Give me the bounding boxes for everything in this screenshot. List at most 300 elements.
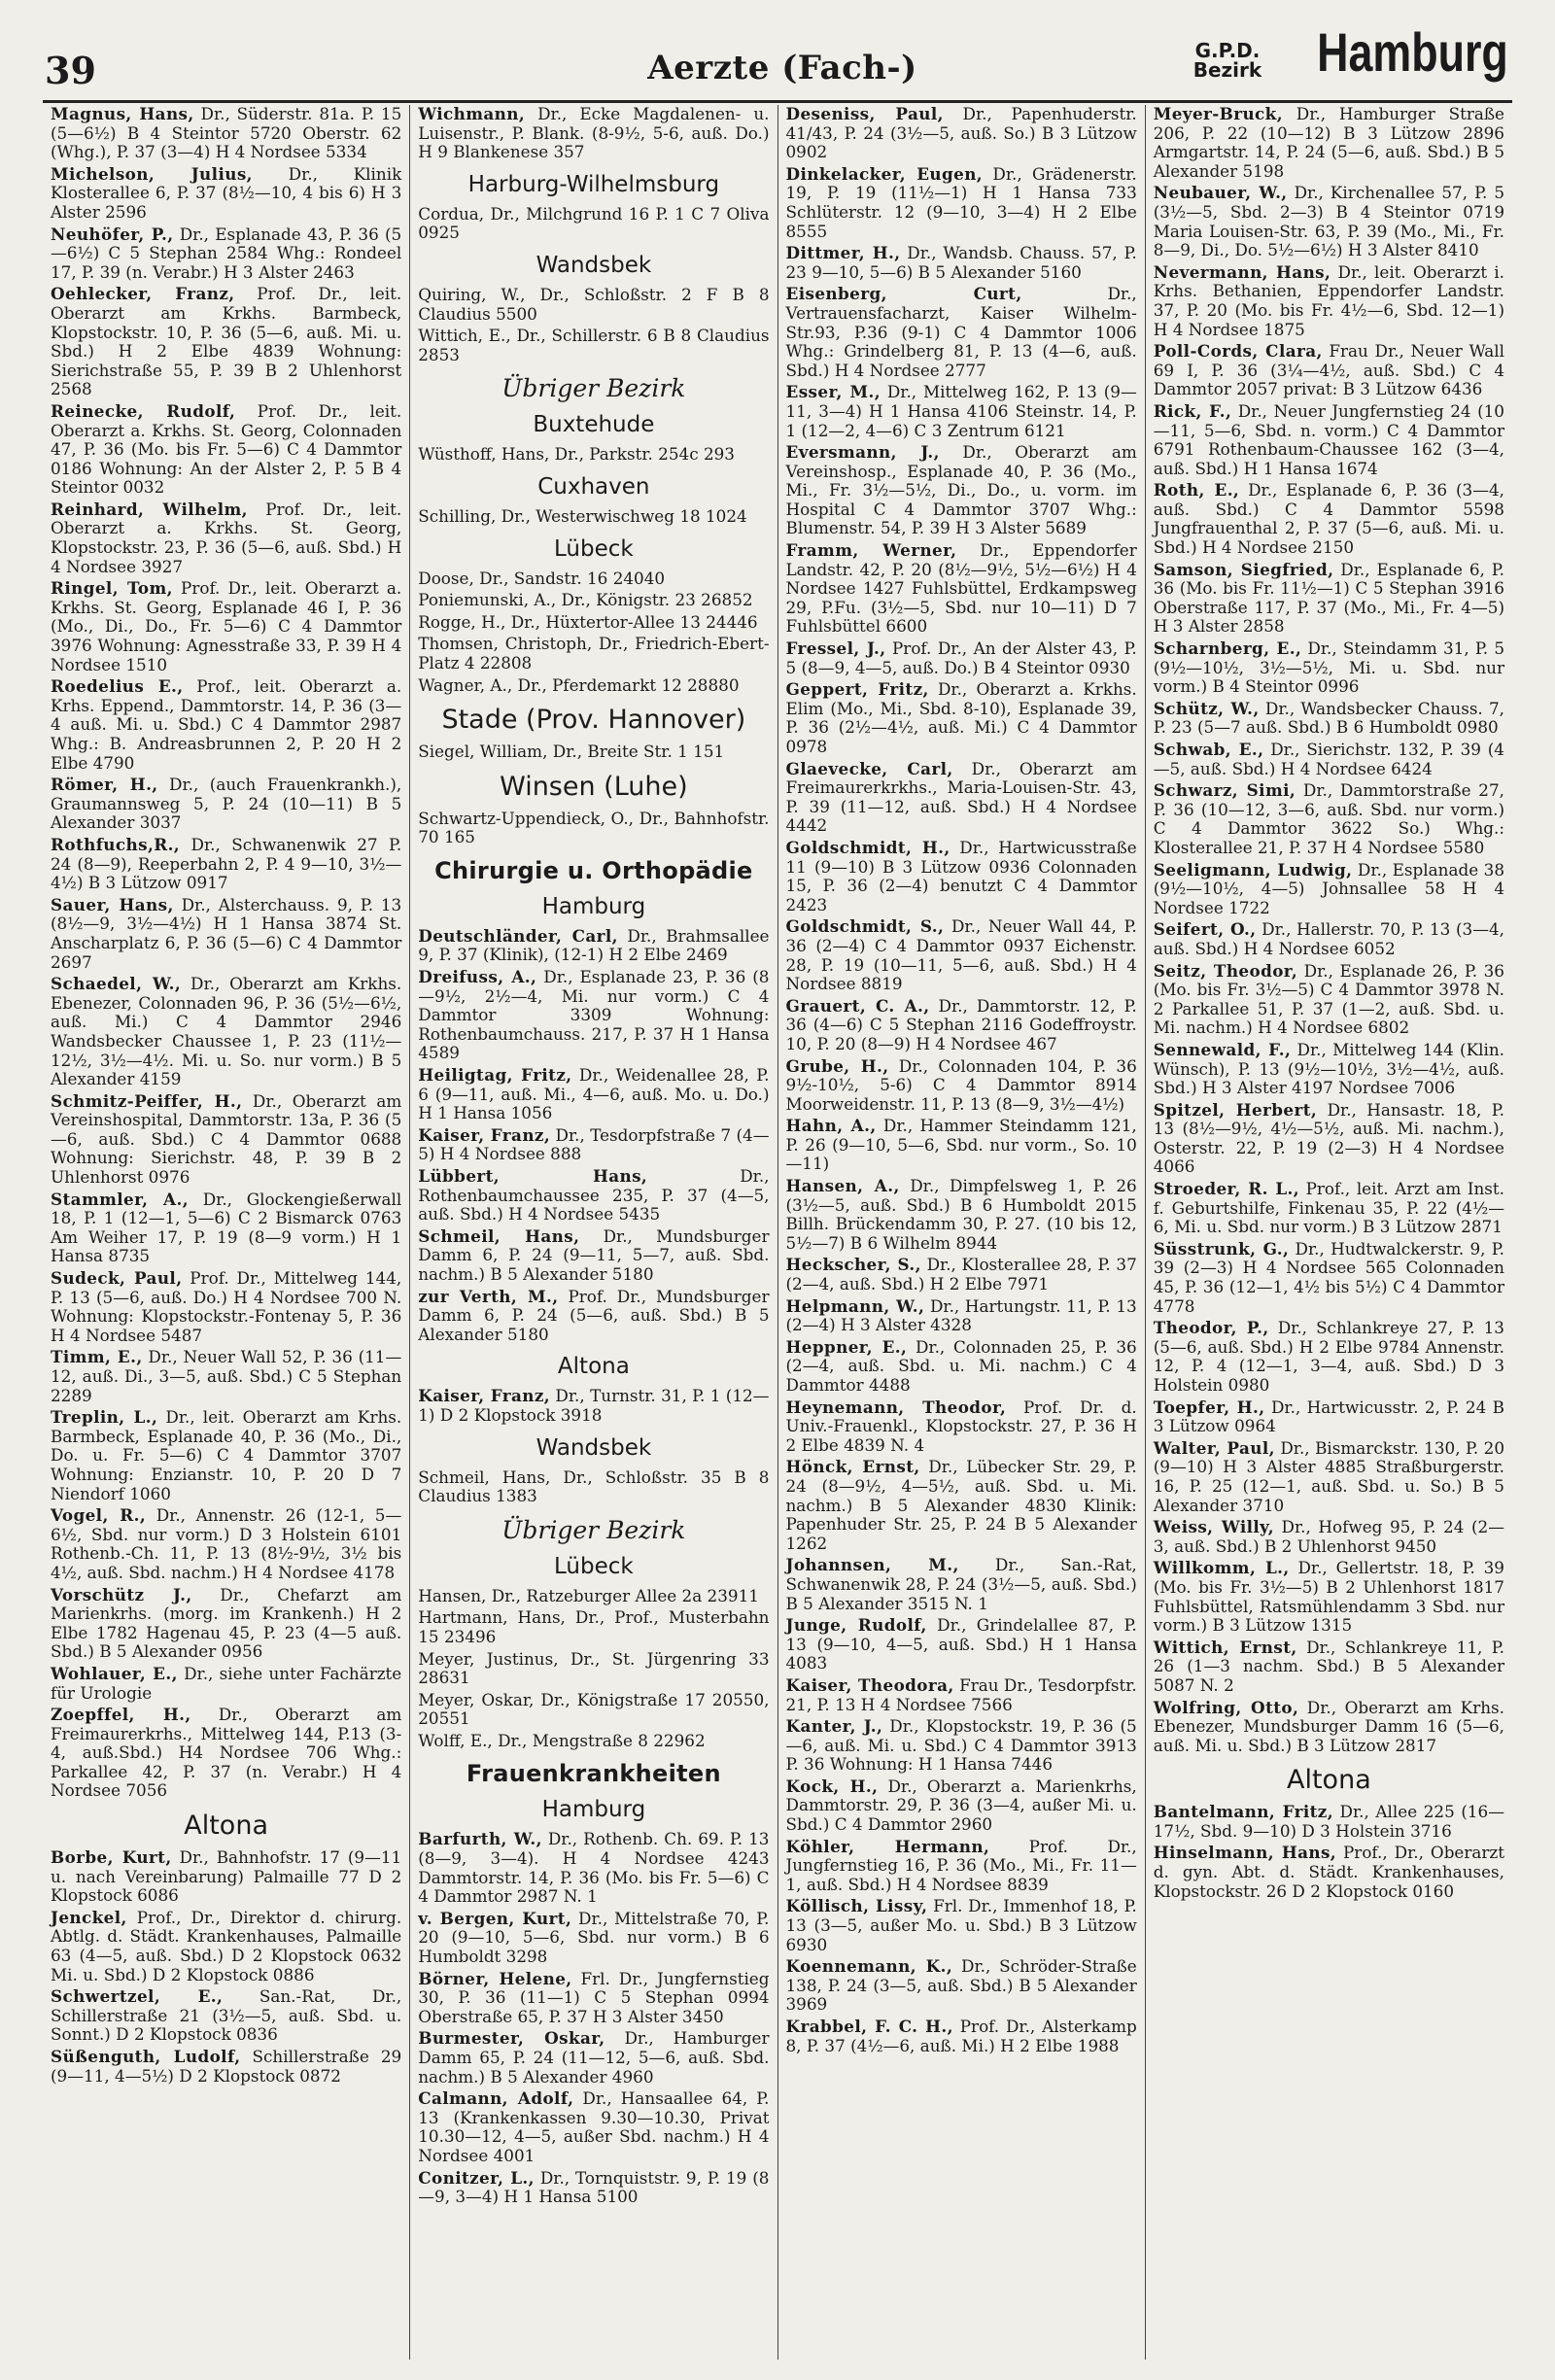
directory-entry [51, 1665, 401, 1703]
entry-details: Schillerstraße 29 (9—11, 4—5½) D 2 Klopstock 0872 [51, 2047, 402, 2086]
entry-name: Grube, H., [785, 1055, 889, 1076]
directory-entry [786, 1777, 1137, 1835]
entry-name: Rothfuchs,R., [51, 834, 181, 854]
directory-entry [51, 1348, 401, 1405]
entry-details: Dr., Glockengießerwall 18, P. 1 (12—1, 5—6) C 2 Bismarck 0763 Am Weiher 17, P. 19 (8—9 vorm.) H 1 Hansa 8735 [51, 1189, 402, 1266]
entry-name: Schütz, W., [1153, 698, 1260, 718]
entry-name: Junge, Rudolf, [785, 1615, 927, 1636]
directory-entry [1154, 402, 1504, 478]
entry-details: Schilling, Dr., Westerwischweg 18 1024 [418, 505, 747, 526]
directory-entry [1154, 1398, 1504, 1436]
entry-name: Börner, Helene, [418, 1968, 572, 1988]
directory-entry [418, 810, 769, 847]
section-heading: Chirurgie u. Orthopädie [434, 856, 753, 884]
entry-name: Heiligtag, Fritz, [418, 1065, 572, 1086]
entry-details: Meyer, Justinus, Dr., St. Jürgenring 33 28631 [418, 1648, 770, 1688]
directory-entry [786, 1957, 1137, 2015]
directory-entry [51, 1506, 401, 1582]
page-header [0, 0, 1555, 97]
entry-details: Dr., Colonnaden 104, P. 36 9½-10½, 5-6) C 4 Dammtor 8914 Moorweidenstr. 11, P. 13 (8—9, 3½—4½) [785, 1055, 1137, 1114]
directory-entry [1154, 639, 1504, 697]
entry-details: Dr., Tesdorpfstraße 7 (4—5) H 4 Nordsee 888 [418, 1124, 770, 1164]
entry-name: Weiss, Willy, [1153, 1517, 1274, 1537]
entry-name: Wohlauer, E., [51, 1663, 178, 1683]
directory-entry [786, 541, 1137, 637]
directory-entry [418, 286, 769, 324]
entry-name: Walter, Paul, [1153, 1437, 1275, 1458]
entry-details: Dr., Grädenerstr. 19, P. 19 (11½—1) H 1 Hansa 733 Schlüterstr. 12 (9—10, 3—4) H 2 Elbe 8555 [785, 163, 1137, 241]
entry-details: Thomsen, Christoph, Dr., Friedrich-Ebert-Platz 4 22808 [418, 634, 770, 673]
district-city: Hamburg [1317, 21, 1508, 83]
directory-entry [418, 569, 769, 589]
entry-name: Neubauer, W., [1153, 183, 1288, 203]
section-heading: Lübeck [554, 1553, 634, 1579]
entry-name: Köhler, Hermann, [785, 1836, 990, 1856]
entry-name: Heppner, E., [785, 1336, 908, 1357]
directory-entry [786, 1838, 1137, 1895]
entry-name: Magnus, Hans, [51, 105, 194, 123]
entry-details: Dr., Hofweg 95, P. 24 (2—3, auß. Sbd.) B 2 Uhlenhorst 9450 [1153, 1517, 1504, 1556]
directory-entry [51, 975, 401, 1089]
directory-entry [418, 968, 769, 1063]
directory-entry [418, 1970, 769, 2027]
entry-details: Dr., Annenstr. 26 (12-1, 5—6½, Sbd. nur vorm.) D 3 Holstein 6101 Rothenb.-Ch. 11, P. 13 (8½-9½, 3½ bis 4½, auß. Sbd. nachm.) H 4 Nordsee 4178 [51, 1505, 402, 1582]
directory-entry [418, 205, 769, 243]
entry-details: Dr., leit. Oberarzt i. Krhs. Bethanien, Eppendorfer Landstr. 37, P. 20 (Mo. bis Fr. 4½—6, Sbd. 12—1) H 4 Nordsee 1875 [1153, 261, 1504, 339]
directory-entry [786, 1616, 1137, 1673]
directory-entry [51, 2048, 401, 2086]
directory-entry [418, 613, 769, 633]
entry-details: Doose, Dr., Sandstr. 16 24040 [418, 568, 666, 588]
directory-entry [1154, 700, 1504, 738]
entry-name: Hahn, A., [785, 1116, 877, 1136]
directory-entry [51, 1092, 401, 1188]
entry-details: Prof., leit. Arzt am Inst. f. Geburtshilfe, Finkenau 35, P. 22 (4½—6, Mi. u. Sbd. nur vorm.) B 3 Lützow 2871 [1153, 1179, 1504, 1237]
entry-name: Reinhard, Wilhelm, [51, 499, 248, 519]
entry-details: Dr., Hartungstr. 11, P. 13 (2—4) H 3 Alster 4328 [785, 1295, 1137, 1335]
directory-entry [1154, 1439, 1504, 1515]
directory-entry [786, 1177, 1137, 1253]
directory-entry [51, 776, 401, 833]
directory-entry [51, 165, 401, 223]
entry-name: v. Bergen, Kurt, [418, 1908, 572, 1928]
entry-details: Dr., Vertrauensfacharzt, Kaiser Wilhelm-Str.93, P.36 (9-1) C 4 Dammtor 1006 Whg.: Grindelberg 81, P. 13 (4—6, auß. Sbd.) H 4 Nordsee 2777 [785, 284, 1137, 380]
entry-details: Prof. Dr., Mundsburger Damm 6, P. 24 (5—6, auß. Sbd.) B 5 Alexander 5180 [418, 1286, 770, 1344]
entry-details: Prof. Dr., Mittelweg 144, P. 13 (5—6, auß. Do.) H 4 Nordsee 700 N. Wohnung: Klopstockstr.-Fontenay 5, P. 36 H 4 Nordsee 5487 [51, 1268, 402, 1345]
entry-details: Dr., Hansastr. 18, P. 13 (8½—9½, 4½—5½, auß. Mi. nachm.), Osterstr. 22, P. 19 (2—3) H 4 Nordsee 4066 [1153, 1099, 1504, 1177]
entry-name: Deseniss, Paul, [785, 105, 944, 123]
entry-name: Eversmann, J., [785, 442, 940, 463]
directory-entry [51, 1586, 401, 1662]
entry-details: Hansen, Dr., Ratzeburger Allee 2a 23911 [418, 1585, 759, 1605]
directory-entry [1154, 1518, 1504, 1556]
entry-name: Stroeder, R. L., [1153, 1179, 1299, 1199]
directory-entry [1154, 1699, 1504, 1756]
entry-name: Römer, H., [51, 775, 158, 795]
directory-entry [418, 635, 769, 673]
section-heading: Lübeck [554, 535, 634, 562]
entry-details: Prof. Dr., An der Alster 43, P. 5 (8—9, 4—5, auß. Do.) B 4 Steintor 0930 [785, 638, 1137, 677]
directory-entry [786, 165, 1137, 241]
entry-name: Esser, M., [785, 382, 881, 402]
section-heading: Wandsbek [536, 252, 652, 278]
entry-name: Johannsen, M., [785, 1555, 959, 1575]
entry-details: Dr., Esplanade 26, P. 36 (Mo. bis Fr. 3½—5) C 4 Dammtor 3978 N. 2 Parkallee 51, P. 37 (1—2, auß. Sbd. u. Mi. nachm.) H 4 Nordsee 6802 [1153, 960, 1504, 1038]
entry-name: Seeligmann, Ludwig, [1153, 859, 1353, 880]
directory-entry [1154, 481, 1504, 557]
entry-name: Framm, Werner, [785, 540, 957, 561]
entry-details: Dr., San.-Rat, Schwanenwik 28, P. 24 (3½—5, auß. Sbd.) B 5 Alexander 3515 N. 1 [785, 1555, 1137, 1613]
directory-entry [786, 443, 1137, 538]
entry-name: Schmeil, Hans, [418, 1225, 580, 1246]
section-heading: Altona [184, 1811, 268, 1842]
entry-details: Dr., Neuer Jungfernstieg 24 (10—11, 5—6, Sbd. n. vorm.) C 4 Dammtor 6791 Rothenbaum-Chaussee 162 (3—4, auß. Sbd.) H 1 Hansa 1674 [1153, 400, 1504, 478]
directory-entry [418, 507, 769, 527]
entry-details: Dr., Esplanade 38 (9½—10½, 4—5) Johnsallee 58 H 4 Nordsee 1722 [1153, 859, 1504, 917]
directory-columns [43, 105, 1512, 2360]
column-4 [1146, 105, 1512, 2360]
entry-name: Michelson, Julius, [51, 163, 253, 184]
directory-entry [1154, 1041, 1504, 1098]
section-heading: Frauenkrankheiten [466, 1760, 721, 1788]
entry-details: Dr., Allee 225 (16—17½, Sbd. 9—10) D 3 Holstein 3716 [1153, 1802, 1505, 1841]
directory-entry [418, 742, 769, 762]
entry-details: Dr., Schlankreye 27, P. 13 (5—6, auß. Sbd.) H 2 Elbe 9784 Annenstr. 12, P. 4 (12—1, 3—4, auß. Sbd.) D 3 Holstein 0980 [1153, 1318, 1504, 1395]
entry-name: Dreifuss, A., [418, 967, 537, 987]
entry-name: Hinselmann, Hans, [1153, 1843, 1337, 1863]
entry-details: Rogge, H., Dr., Hüxtertor-Allee 13 24446 [418, 611, 758, 632]
entry-name: Schwarz, Simi, [1153, 780, 1296, 801]
entry-details: Dr., leit. Oberarzt am Krhs. Barmbeck, Esplanade 40, P. 36 (Mo., Di., Do. u. Fr. 5—6) C 4 Dammtor 3707 Wohnung: Enzianstr. 10, P. 20 D 7 Niendorf 1060 [51, 1407, 402, 1503]
entry-details: Dr., Klosterallee 28, P. 37 (2—4, auß. Sbd.) H 2 Elbe 7971 [785, 1255, 1137, 1294]
directory-entry [51, 105, 401, 162]
entry-details: Dr., (auch Frauenkrankh.), Graumannsweg 5, P. 24 (10—11) B 5 Alexander 3037 [51, 775, 402, 833]
directory-entry [51, 1848, 401, 1906]
entry-name: Scharnberg, E., [1153, 638, 1302, 659]
entry-details: Dr., Hammer Steindamm 121, P. 26 (9—10, 5—6, Sbd. nur vorm., So. 10—11) [785, 1116, 1137, 1174]
directory-entry [786, 1057, 1137, 1115]
directory-entry [51, 1190, 401, 1266]
entry-details: Dr., Weidenallee 28, P. 6 (9—11, auß. Mi., 4—6, auß. Mo. u. Do.) H 1 Hansa 1056 [418, 1065, 770, 1123]
entry-details: Frl. Dr., Immenhof 18, P. 13 (3—5, außer Mo. u. Sbd.) B 3 Lützow 6930 [785, 1896, 1137, 1954]
entry-name: Spitzel, Herbert, [1153, 1099, 1318, 1120]
entry-details: Dr., Esplanade 23, P. 36 (8—9½, 2½—4, Mi. nur vorm.) C 4 Dammtor 3309 Wohnung: Rothenbaumchauss. 217, P. 37 H 1 Hansa 4589 [418, 967, 770, 1063]
entry-details: Dr., Ecke Magdalenen- u. Luisenstr., P. Blank. (8-9½, 5-6, auß. Do.) H 9 Blankenese 357 [418, 105, 770, 162]
section-heading: Buxtehude [533, 412, 655, 438]
directory-entry [418, 1227, 769, 1285]
district-sub: Bezirk [1192, 58, 1262, 82]
entry-details: Dr., Mittelweg 162, P. 13 (9—11, 3—4) H 1 Hansa 4106 Steinstr. 14, P. 1 (12—2, 4—6) C 3 Zentrum 6121 [785, 382, 1137, 440]
directory-entry [786, 680, 1137, 756]
entry-details: Dr., Bismarckstr. 130, P. 20 (9—10) H 3 Alster 4885 Straßburgerstr. 16, P. 25 (12—1, auß. Sbd. u. So.) B 5 Alexander 3710 [1153, 1437, 1504, 1515]
entry-details: Dr., Colonnaden 25, P. 36 (2—4, auß. Sbd. u. Mi. nachm.) C 4 Dammtor 4488 [785, 1336, 1137, 1395]
entry-name: Sudeck, Paul, [51, 1268, 183, 1289]
entry-details: Prof. Dr. d. Univ.-Frauenkl., Klopstockstr. 27, P. 36 H 2 Elbe 4839 N. 4 [785, 1397, 1137, 1455]
entry-details: Dr., Rothenb. Ch. 69. P. 13 (8—9, 3—4). H 4 Nordsee 4243 Dammtorstr. 14, P. 36 (Mo. bis Fr. 5—6) C 4 Dammtor 2987 N. 1 [418, 1829, 770, 1907]
entry-name: Toepfer, H., [1153, 1397, 1265, 1417]
directory-entry [786, 244, 1137, 282]
directory-entry [418, 1468, 769, 1506]
entry-details: Dr., Klopstockstr. 19, P. 36 (5—6, auß. Mi. u. Sbd.) C 4 Dammtor 3913 P. 36 Wohnung: H 1 Hansa 7446 [785, 1716, 1137, 1775]
entry-details: Siegel, William, Dr., Breite Str. 1 151 [418, 742, 725, 762]
entry-details: Dr., Oberarzt a. Krkhs. Elim (Mo., Mi., Sbd. 8-10), Esplanade 39, P. 36 (2½—4½, auß. Mi.) C 4 Dammtor 0978 [785, 679, 1137, 756]
entry-name: Theodor, P., [1153, 1318, 1269, 1338]
section-heading: Winsen (Luhe) [500, 771, 688, 802]
entry-details: Dr., Klinik Klosterallee 6, P. 37 (8½—10, 4 bis 6) H 3 Alster 2596 [51, 163, 402, 222]
entry-name: Süßenguth, Ludolf, [51, 2047, 241, 2066]
directory-entry [418, 927, 769, 965]
entry-details: Frau Dr., Tesdorpfstr. 21, P. 13 H 4 Nordsee 7566 [785, 1674, 1137, 1714]
entry-details: Prof., Dr., Oberarzt d. gyn. Abt. d. Städt. Krankenhauses, Klopstockstr. 26 D 2 Klopstock 0160 [1153, 1843, 1504, 1901]
entry-name: Schaedel, W., [51, 974, 182, 994]
directory-entry [1154, 184, 1504, 259]
directory-entry [418, 2169, 769, 2207]
section-heading: Hamburg [541, 1797, 646, 1823]
entry-name: Nevermann, Hans, [1153, 261, 1331, 282]
section-heading: Stade (Prov. Hannover) [441, 705, 746, 736]
directory-entry [1154, 1101, 1504, 1177]
entry-name: Krabbel, F. C. H., [785, 2017, 953, 2036]
directory-entry [786, 1338, 1137, 1396]
entry-details: Dr., Lübecker Str. 29, P. 24 (8—9½, 4—5½, auß. Sbd. u. Mi. nachm.) B 5 Alexander 4830 Klinik: Papenhuder Str. 25, P. 24 B 5 Alexander 1262 [785, 1457, 1137, 1553]
entry-details: Hartmann, Hans, Dr., Prof., Musterbahn 15 23496 [418, 1607, 770, 1646]
entry-details: Cordua, Dr., Milchgrund 16 P. 1 C 7 Oliva 0925 [418, 203, 770, 243]
directory-entry [51, 1408, 401, 1503]
entry-name: Rick, F., [1153, 400, 1232, 421]
entry-name: Willkomm, L., [1153, 1558, 1290, 1578]
page-title: Aerzte (Fach-) [647, 49, 917, 87]
directory-entry [418, 1167, 769, 1224]
directory-entry [418, 1830, 769, 1906]
entry-details: Dr., Hansaallee 64, P. 13 (Krankenkassen 9.30—10.30, Privat 10.30—12, 4—5, außer Sbd. nachm.) H 4 Nordsee 4001 [418, 2088, 770, 2165]
entry-details: Dr., Steindamm 31, P. 5 (9½—10½, 3½—5½, Mi. u. Sbd. nur vorm.) B 4 Steintor 0996 [1153, 638, 1504, 697]
entry-name: Sauer, Hans, [51, 894, 174, 914]
entry-details: San.-Rat, Dr., Schillerstraße 21 (3½—5, auß. Sbd. u. Sonnt.) D 2 Klopstock 0836 [51, 1986, 402, 2045]
entry-name: Oehlecker, Franz, [51, 284, 235, 304]
entry-name: Zoepffel, H., [51, 1705, 191, 1725]
entry-details: Dr., Mittelweg 144 (Klin. Wünsch), P. 13 (9½—10½, 3½—4½, auß. Sbd.) H 3 Alster 4197 Nordsee 7006 [1153, 1039, 1504, 1098]
directory-entry [1154, 861, 1504, 918]
section-heading: Altona [1287, 1765, 1371, 1796]
entry-name: Kaiser, Franz, [418, 1386, 551, 1406]
entry-details: Wolff, E., Dr., Mengstraße 8 22962 [418, 1730, 706, 1750]
entry-details: Prof. Dr., leit. Oberarzt am Krkhs. Barmbeck, Klopstockstr. 10, P. 36 (5—6, auß. Mi. u. Sbd.) H 2 Elbe 4839 Wohnung: Sierichstraße 55, P. 39 B 2 Uhlenhorst 2568 [51, 284, 402, 399]
entry-details: Schwartz-Uppendieck, O., Dr., Bahnhofstr. 70 165 [418, 808, 770, 847]
section-heading: Cuxhaven [537, 473, 650, 500]
entry-name: Seitz, Theodor, [1153, 960, 1298, 981]
entry-name: Wichmann, [418, 105, 526, 123]
directory-entry [786, 2018, 1137, 2055]
entry-name: Goldschmidt, S., [785, 916, 945, 937]
entry-details: Dr., Hallerstr. 70, P. 13 (3—4, auß. Sbd.) H 4 Nordsee 6052 [1153, 919, 1504, 958]
entry-name: Dinkelacker, Eugen, [785, 163, 984, 184]
entry-details: Dr., Gellertstr. 18, P. 39 (Mo. bis Fr. 3½—5) B 2 Uhlenhorst 1817 Fuhlsbüttel, Ratsmühlendamm 3 Sbd. nur vorm.) B 3 Lützow 1315 [1153, 1558, 1504, 1636]
entry-details: Dr., Dimpfelsweg 1, P. 26 (3½—5, auß. Sbd.) B 6 Humboldt 2015 Billh. Brückendamm 30, P. 27. (10 bis 12, 5½—7) B 6 Wilhelm 8944 [785, 1176, 1137, 1253]
entry-name: Lübbert, Hans, [418, 1166, 648, 1186]
entry-details: Dr., Süderstr. 81a. P. 15 (5—6½) B 4 Steintor 5720 Oberstr. 62 (Whg.), P. 37 (3—4) H 4 Nordsee 5334 [51, 105, 402, 162]
directory-entry [786, 1556, 1137, 1613]
directory-entry [418, 445, 769, 465]
entry-name: Glaevecke, Carl, [785, 758, 953, 778]
directory-entry [1154, 1180, 1504, 1237]
directory-entry [1154, 105, 1504, 181]
entry-details: Dr., Mundsburger Damm 6, P. 24 (9—11, 5—7, auß. Sbd. nachm.) B 5 Alexander 5180 [418, 1225, 770, 1284]
entry-details: Dr., Oberarzt am Freimaurerkrhs., Mittelweg 144, P.13 (3-4, auß.Sbd.) H4 Nordsee 706 Whg.: Parkallee 42, P. 37 (n. Verabr.) H 4 Nordsee 7056 [51, 1705, 402, 1801]
directory-entry [418, 591, 769, 610]
directory-entry [1154, 1240, 1504, 1316]
entry-name: Kock, H., [785, 1776, 879, 1796]
entry-name: Neuhöfer, P., [51, 224, 174, 244]
entry-name: Meyer-Bruck, [1153, 105, 1283, 123]
entry-details: Quiring, W., Dr., Schloßstr. 2 F B 8 Claudius 5500 [418, 284, 770, 324]
entry-name: Schwab, E., [1153, 740, 1264, 759]
entry-details: Prof. Dr., Alsterkamp 8, P. 37 (4½—6, auß. Mi.) H 2 Elbe 1988 [785, 2017, 1137, 2055]
entry-name: Treplin, L., [51, 1407, 158, 1428]
entry-details: Frl. Dr., Jungfernstieg 30, P. 36 (11—1) C 5 Stephan 0994 Oberstraße 65, P. 37 H 3 Alster 3450 [418, 1968, 770, 2026]
directory-entry [1154, 920, 1504, 958]
entry-details: Dr., Schröder-Straße 138, P. 24 (3—5, auß. Sbd.) B 5 Alexander 3969 [785, 1956, 1137, 2015]
directory-entry [786, 639, 1137, 677]
entry-details: Dr., Turnstr. 31, P. 1 (12—1) D 2 Klopstock 3918 [418, 1386, 770, 1425]
entry-name: Deutschländer, Carl, [418, 925, 618, 946]
entry-details: Dr., Oberarzt am Vereinshosp., Esplanade 40, P. 36 (Mo., Mi., Fr. 3½—5½, Di., Do., u. vorm. im Hospital C 4 Dammtor 3707 Whg.: Blumenstr. 54, P. 39 H 3 Alster 5689 [785, 442, 1137, 538]
directory-entry [51, 896, 401, 972]
directory-entry [418, 1066, 769, 1123]
entry-name: Süsstrunk, G., [1153, 1238, 1290, 1259]
directory-entry [418, 2089, 769, 2165]
entry-name: Calmann, Adolf, [418, 2088, 574, 2109]
entry-details: Dr., Hartwicusstr. 2, P. 24 B 3 Lützow 0964 [1153, 1397, 1504, 1436]
directory-entry [51, 225, 401, 283]
entry-details: Dr., Wandsb. Chauss. 57, P. 23 9—10, 5—6) B 5 Alexander 5160 [785, 243, 1137, 282]
entry-details: Dr., Oberarzt am Freimaurerkrkhs., Maria-Louisen-Str. 43, P. 39 (11—12, auß. Sbd.) H 4 Nordsee 4442 [785, 758, 1137, 836]
entry-details: Schmeil, Hans, Dr., Schloßstr. 35 B 8 Claudius 1383 [418, 1466, 770, 1506]
entry-name: Timm, E., [51, 1347, 143, 1367]
directory-entry [1154, 1559, 1504, 1635]
directory-entry [786, 1458, 1137, 1553]
entry-details: Frau Dr., Neuer Wall 69 I, P. 36 (3¼—4½, auß. Sbd.) C 4 Dammtor 2057 privat: B 3 Lützow 6436 [1153, 341, 1504, 399]
directory-entry [786, 917, 1137, 993]
directory-entry [418, 1126, 769, 1164]
directory-entry [1154, 561, 1504, 637]
entry-name: Dittmer, H., [785, 243, 901, 263]
entry-details: Prof., leit. Oberarzt a. Krhs. Eppend., Dammtorstr. 14, P. 36 (3—4 auß. Mi. u. Sbd.) C 4 Dammtor 2987 Whg.: B. Andreasbrunnen 2, P. 20 H 2 Elbe 4790 [51, 676, 402, 773]
directory-entry [51, 1909, 401, 1984]
directory-entry [786, 1897, 1137, 1954]
entry-name: Samson, Siegfried, [1153, 559, 1334, 579]
directory-entry [1154, 781, 1504, 857]
entry-name: Heynemann, Theodor, [785, 1397, 1007, 1417]
entry-details: Dr., Dammtorstraße 27, P. 36 (10—12, 3—6, auß. Sbd. nur vorm.) C 4 Dammtor 3622 So.) Whg.: Klosterallee 21, P. 37 H 4 Nordsee 5580 [1153, 780, 1504, 857]
entry-details: Poniemunski, A., Dr., Königstr. 23 26852 [418, 590, 753, 610]
entry-name: Heckscher, S., [785, 1255, 921, 1275]
entry-name: Koennemann, K., [785, 1956, 953, 1977]
entry-name: Burmester, Oskar, [418, 2028, 605, 2049]
directory-entry [1154, 1319, 1504, 1395]
entry-details: Dr., Dammtorstr. 12, P. 36 (4—6) C 5 Stephan 2116 Godeffroystr. 10, P. 20 (8—9) H 4 Nordsee 467 [785, 995, 1137, 1053]
directory-entry [786, 1398, 1137, 1456]
directory-entry [1154, 1844, 1504, 1901]
entry-details: Dr., Esplanade 6, P. 36 (Mo. bis Fr. 11½—1) C 5 Stephan 3916 Oberstraße 117, P. 37 (Mo., Mi., Fr. 4—5) H 3 Alster 2858 [1153, 559, 1504, 637]
district-abbrev: G.P.D. [1194, 39, 1261, 62]
directory-entry [51, 1269, 401, 1345]
page-number: 39 [45, 49, 96, 92]
entry-details: Dr., Hartwicusstraße 11 (9—10) B 3 Lützow 0936 Colonnaden 15, P. 36 (2—4) benutzt C 4 Dammtor 2423 [785, 837, 1137, 914]
entry-name: Geppert, Fritz, [785, 679, 929, 700]
entry-name: Vorschütz J., [51, 1584, 192, 1604]
entry-details: Meyer, Oskar, Dr., Königstraße 17 20550, 20551 [418, 1689, 770, 1729]
entry-name: Kaiser, Franz, [418, 1124, 551, 1145]
entry-name: Goldschmidt, H., [785, 837, 950, 857]
directory-entry [418, 1387, 769, 1425]
entry-details: Dr., Neuer Wall 44, P. 36 (2—4) C 4 Dammtor 0937 Eichenstr. 28, P. 19 (10—11, 5—6, auß. Sbd.) H 4 Nordsee 8819 [785, 916, 1137, 994]
directory-entry [418, 1691, 769, 1729]
directory-entry [51, 500, 401, 576]
directory-entry [1154, 342, 1504, 399]
directory-entry [786, 1117, 1137, 1174]
directory-entry [418, 1910, 769, 1967]
entry-details: Dr., Brahmsallee 9, P. 37 (Klinik), (12-1) H 2 Elbe 2469 [418, 925, 770, 965]
entry-details: Dr., Hamburger Damm 65, P. 24 (11—12, 5—6, auß. Sbd. nachm.) B 5 Alexander 4960 [418, 2028, 770, 2087]
section-heading: Übriger Bezirk [501, 1515, 686, 1544]
column-3 [778, 105, 1146, 2360]
directory-entry [51, 836, 401, 893]
entry-details: Dr., Sierichstr. 132, P. 39 (4—5, auß. Sbd.) H 4 Nordsee 6424 [1153, 740, 1504, 778]
section-heading: Altona [557, 1354, 630, 1380]
entry-name: Conitzer, L., [418, 2167, 535, 2188]
directory-entry [418, 1650, 769, 1688]
directory-entry [786, 105, 1137, 162]
entry-details: Dr., Grindelallee 87, P. 13 (9—10, 4—5, auß. Sbd.) H 1 Hansa 4083 [785, 1615, 1137, 1673]
entry-details: Dr., Wandsbecker Chauss. 7, P. 23 (5—7 auß. Sbd.) B 6 Humboldt 0980 [1153, 698, 1504, 738]
entry-name: Hansen, A., [785, 1176, 900, 1196]
entry-name: Grauert, C. A., [785, 995, 930, 1016]
directory-entry [418, 1608, 769, 1646]
entry-name: Kaiser, Theodora, [785, 1674, 954, 1695]
section-heading: Übriger Bezirk [501, 374, 686, 403]
directory-entry [1154, 1803, 1504, 1841]
entry-details: Dr., Oberarzt am Krhs. Ebenezer, Mundsburger Damm 16 (5—6, auß. Mi. u. Sbd.) B 3 Lützow 2817 [1153, 1697, 1504, 1755]
entry-name: Wolfring, Otto, [1153, 1697, 1299, 1717]
section-heading: Wandsbek [536, 1434, 652, 1461]
directory-entry [786, 383, 1137, 440]
directory-entry [51, 677, 401, 773]
directory-entry [1154, 741, 1504, 778]
entry-details: Dr., Esplanade 43, P. 36 (5—6½) C 5 Stephan 2584 Whg.: Rondeel 17, P. 39 (n. Verabr.) H 3 Alster 2463 [51, 224, 402, 282]
entry-details: Dr., Papenhuderstr. 41/43, P. 24 (3½—5, auß. So.) B 3 Lützow 0902 [785, 105, 1137, 162]
entry-details: Dr., Rothenbaumchaussee 235, P. 37 (4—5, auß. Sbd.) H 4 Nordsee 5435 [418, 1166, 770, 1224]
directory-entry [786, 997, 1137, 1054]
district-prefix [1193, 41, 1261, 80]
directory-entry [418, 1288, 769, 1345]
directory-entry [418, 1732, 769, 1751]
entry-details: Dr., siehe unter Fachärzte für Urologie [51, 1663, 402, 1703]
entry-details: Dr., Oberarzt am Vereinshospital, Dammtorstr. 13a, P. 36 (5—6, auß. Sbd.) C 4 Dammtor 0688 Wohnung: Sierichstr. 48, P. 39 B 2 Uhlenhorst 0976 [51, 1090, 402, 1188]
entry-name: Hönck, Ernst, [785, 1457, 920, 1477]
directory-entry [786, 839, 1137, 914]
entry-name: Seifert, O., [1153, 919, 1257, 940]
entry-name: Helpmann, W., [785, 1295, 925, 1316]
entry-details: Wüsthoff, Hans, Dr., Parkstr. 254c 293 [418, 444, 735, 465]
directory-entry [786, 285, 1137, 380]
entry-details: Dr., Esplanade 6, P. 36 (3—4, auß. Sbd.) C 4 Dammtor 5598 Jungfrauenthal 2, P. 37 (5—6, auß. Mi. u. Sbd.) H 4 Nordsee 2150 [1153, 480, 1504, 558]
directory-entry [786, 1676, 1137, 1714]
entry-details: Dr., Neuer Wall 52, P. 36 (11—12, auß. Di., 3—5, auß. Sbd.) C 5 Stephan 2289 [51, 1347, 402, 1405]
entry-details: Dr., Oberarzt a. Marienkrhs, Dammtorstr. 29, P. 36 (3—4, außer Mi. u. Sbd.) C 4 Dammtor 2960 [785, 1776, 1137, 1835]
directory-entry [786, 1297, 1137, 1335]
entry-details: Prof. Dr., leit. Oberarzt a. Krkhs. St. Georg, Esplanade 46 I, P. 36 (Mo., Di., Do., Fr. 5—6) C 4 Dammtor 3976 Wohnung: Agnesstraße 33, P. 39 H 4 Nordsee 1510 [51, 578, 402, 674]
directory-entry [418, 105, 769, 162]
